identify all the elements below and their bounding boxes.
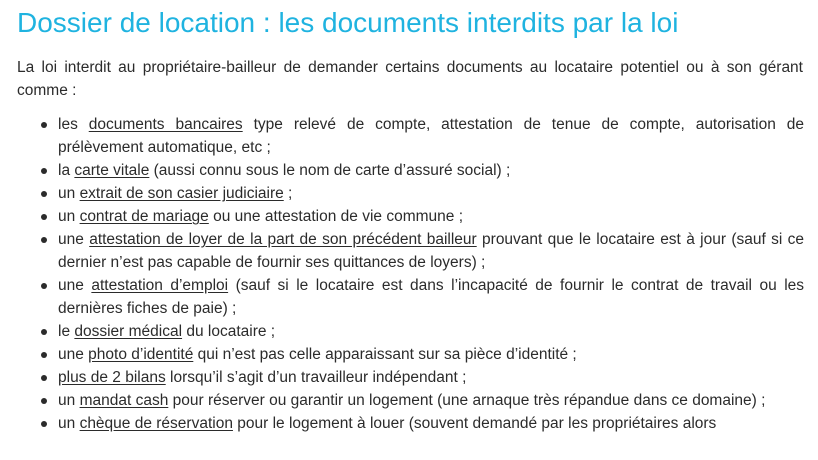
- item-suffix: pour réserver ou garantir un logement (une arnaque très répandue dans ce domaine) ;: [168, 392, 766, 409]
- item-suffix: pour le logement à louer (souvent demandé par les propriétaires alors: [232, 415, 717, 432]
- list-item: [0, 228, 804, 274]
- item-prefix: un: [58, 392, 80, 409]
- item-suffix: lorsqu’il s’agit d’un travailleur indépendant ;: [165, 369, 467, 386]
- list-item: [0, 159, 804, 182]
- item-prefix: une: [58, 231, 90, 248]
- item-prefix: une: [58, 346, 89, 363]
- link-casier-judiciaire[interactable]: extrait de son casier judiciaire: [79, 185, 284, 202]
- item-suffix: qui n’est pas celle apparaissant sur sa pièce d’identité ;: [193, 346, 577, 363]
- item-suffix: ou une attestation de vie commune ;: [208, 208, 463, 225]
- list-item: [0, 274, 804, 320]
- item-prefix: une: [58, 277, 92, 294]
- item-prefix: la: [58, 162, 75, 179]
- item-prefix: un: [58, 208, 80, 225]
- list-item: [0, 182, 804, 205]
- item-suffix: (aussi connu sous le nom de carte d’assuré social) ;: [149, 162, 511, 179]
- link-dossier-medical[interactable]: dossier médical: [74, 323, 183, 340]
- item-prefix: un: [58, 185, 80, 202]
- item-prefix: le: [58, 323, 75, 340]
- link-contrat-de-mariage[interactable]: contrat de mariage: [79, 208, 209, 225]
- list-item: [0, 366, 804, 389]
- item-suffix: du locataire ;: [182, 323, 276, 340]
- item-prefix: les: [58, 116, 89, 133]
- list-item: [0, 389, 804, 412]
- link-carte-vitale[interactable]: carte vitale: [74, 162, 150, 179]
- link-attestation-de-loyer[interactable]: attestation de loyer de la part de son précédent bailleur: [89, 231, 477, 248]
- intro-paragraph: La loi interdit au propriétaire-bailleur de demander certains documents au locataire potentiel ou à son gérant comme :: [17, 59, 803, 99]
- list-item: [0, 113, 804, 159]
- link-cheque-de-reservation[interactable]: chèque de réservation: [79, 415, 233, 432]
- link-documents-bancaires[interactable]: documents bancaires: [88, 116, 243, 133]
- list-item: [0, 205, 804, 228]
- list-item: [0, 343, 804, 366]
- list-item: [0, 320, 804, 343]
- link-plus-de-2-bilans[interactable]: plus de 2 bilans: [58, 369, 166, 386]
- list-item: [0, 412, 804, 435]
- item-prefix: un: [58, 415, 80, 432]
- item-suffix: type relevé de compte, attestation de tenue de compte, autorisation de prélèvement automatique, etc ;: [58, 116, 804, 156]
- link-mandat-cash[interactable]: mandat cash: [79, 392, 169, 409]
- link-photo-identite[interactable]: photo d’identité: [88, 346, 194, 363]
- page-title: Dossier de location : les documents interdits par la loi: [17, 7, 679, 38]
- item-suffix: prouvant que le locataire est à jour (sauf si ce dernier n’est pas capable de fournir ses quittances de loyers) ;: [58, 231, 805, 271]
- link-attestation-emploi[interactable]: attestation d’emploi: [91, 277, 229, 294]
- item-suffix: ;: [283, 185, 293, 202]
- item-suffix: (sauf si le locataire est dans l’incapacité de fournir le contrat de travail ou les dernières fiches de paie) ;: [58, 277, 805, 317]
- forbidden-documents-list: [0, 113, 804, 435]
